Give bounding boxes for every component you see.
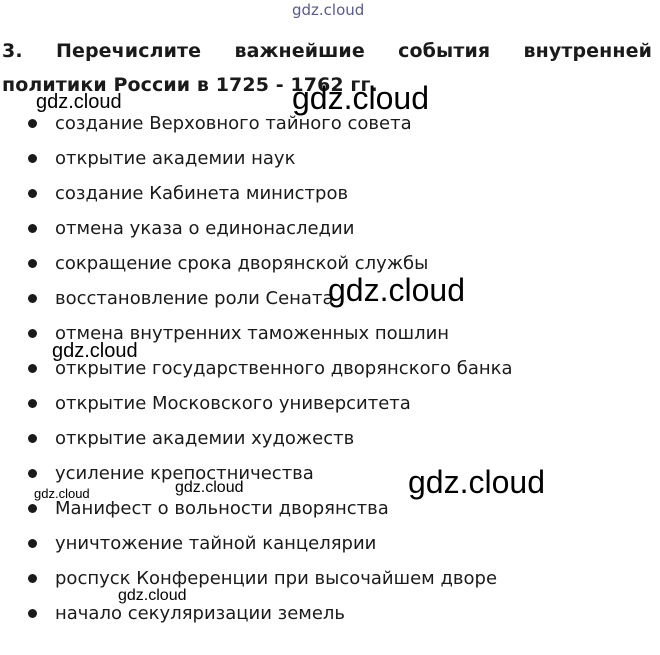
list-item-text: роспуск Конференции при высочайшем дворе [55, 568, 498, 589]
list-item-text: открытие Московского университета [55, 393, 411, 414]
list-item [0, 561, 513, 596]
list-item [0, 211, 513, 246]
list-item-text: Манифест о вольности дворянства [55, 498, 389, 519]
watermark: gdz.cloud [34, 486, 90, 501]
events-list [0, 106, 513, 631]
list-item [0, 141, 513, 176]
bullet-icon [28, 224, 37, 233]
list-item-text: открытие академии наук [55, 148, 296, 169]
list-item [0, 176, 513, 211]
list-item-text: отмена внутренних таможенных пошлин [55, 323, 450, 344]
list-item [0, 386, 513, 421]
bullet-icon [28, 364, 37, 373]
bullet-icon [28, 189, 37, 198]
list-item-text: уничтожение тайной канцелярии [55, 533, 377, 554]
watermark: gdz.cloud [292, 80, 429, 116]
bullet-icon [28, 504, 37, 513]
watermark: gdz.cloud [328, 272, 465, 308]
bullet-icon [28, 469, 37, 478]
bullet-icon [28, 434, 37, 443]
list-item [0, 596, 513, 631]
bullet-icon [28, 329, 37, 338]
watermark: gdz.cloud [408, 464, 545, 500]
bullet-icon [28, 294, 37, 303]
list-item-text: усиление крепостничества [55, 463, 314, 484]
watermark: gdz.cloud [36, 91, 122, 113]
bullet-icon [28, 539, 37, 548]
list-item-text: открытие академии художеств [55, 428, 355, 449]
watermark: gdz.cloud [52, 340, 138, 362]
watermark: gdz.cloud [118, 587, 187, 604]
list-item-text: создание Верховного тайного совета [55, 113, 412, 134]
bullet-icon [28, 154, 37, 163]
watermark: gdz.cloud [175, 479, 244, 496]
bullet-icon [28, 399, 37, 408]
list-item-text: открытие государственного дворянского банка [55, 358, 513, 379]
question-heading: 3. Перечислите важнейшие события внутренней политики России в 1725 - 1762 гг. [2, 40, 652, 96]
list-item [0, 526, 513, 561]
list-item-text: начало секуляризации земель [55, 603, 346, 624]
bullet-icon [28, 609, 37, 618]
list-item-text: сокращение срока дворянской службы [55, 253, 429, 274]
list-item-text: восстановление роли Сената [55, 288, 334, 309]
top-watermark: gdz.cloud [292, 1, 365, 19]
list-item-text: отмена указа о единонаследии [55, 218, 355, 239]
bullet-icon [28, 259, 37, 268]
list-item [0, 421, 513, 456]
bullet-icon [28, 574, 37, 583]
list-item-text: создание Кабинета министров [55, 183, 349, 204]
bullet-icon [28, 119, 37, 128]
